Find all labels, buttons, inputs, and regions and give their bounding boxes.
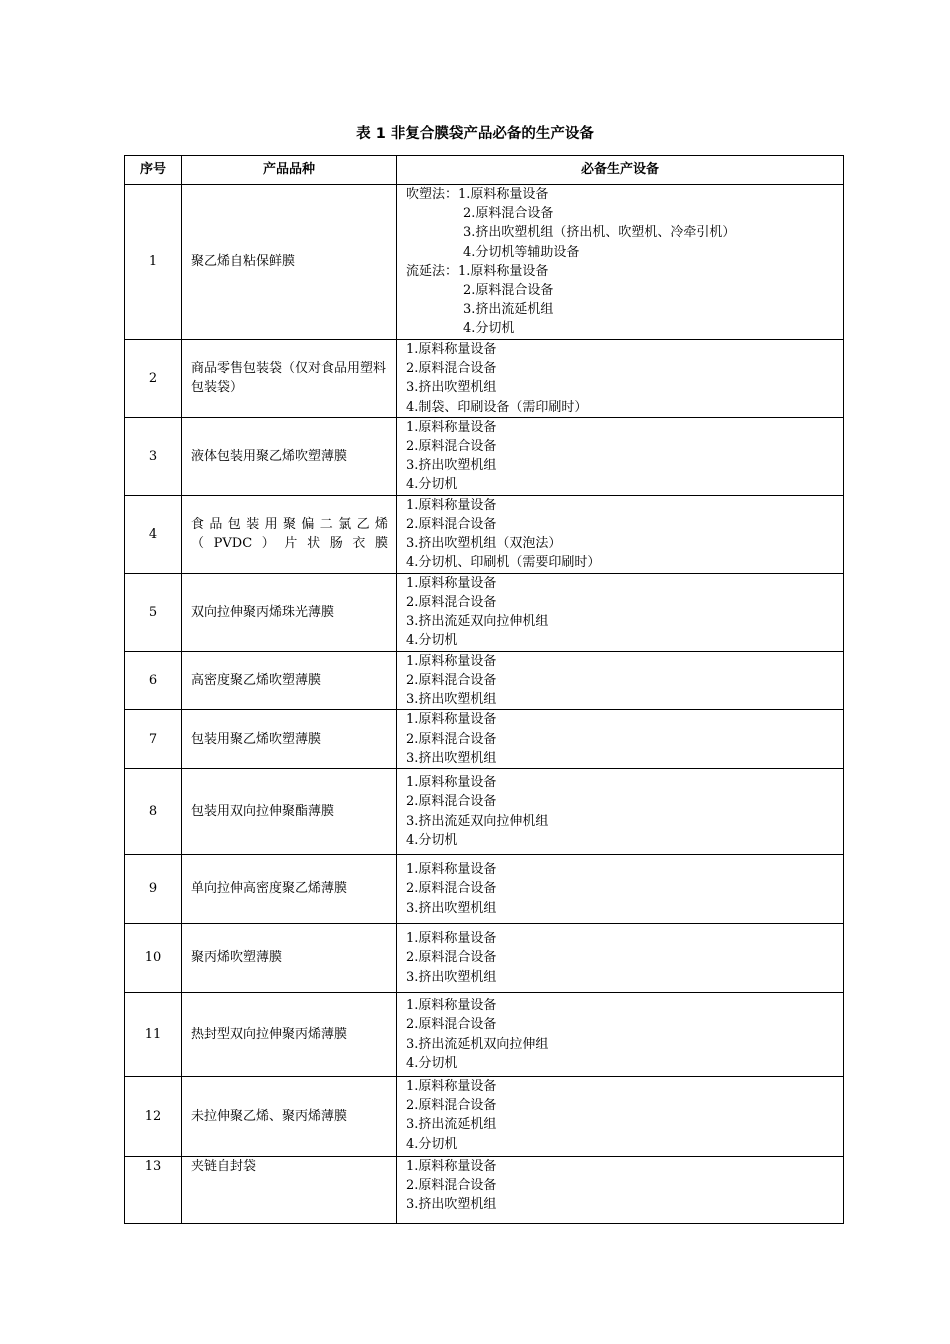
equipment-table: [124, 155, 844, 1224]
product-name: 包装用聚乙烯吹塑薄膜: [182, 710, 397, 769]
equipment-item: 1.原料称量设备: [406, 1159, 497, 1175]
row-number: 13: [125, 1157, 182, 1224]
equipment-list: [397, 710, 844, 769]
equipment-item: 3.挤出吹塑机组（挤出机、吹塑机、冷牵引机）: [463, 225, 736, 241]
equipment-item: 3.挤出吹塑机组: [406, 692, 497, 708]
row-number: 6: [125, 651, 182, 710]
product-name: 聚乙烯自粘保鲜膜: [182, 185, 397, 340]
equipment-item: 1.原料称量设备: [406, 419, 497, 435]
equipment-item: 3.挤出吹塑机组: [406, 969, 497, 985]
equipment-list: [397, 651, 844, 710]
equipment-list: [397, 1157, 844, 1224]
equipment-item: 4.分切机等辅助设备: [463, 244, 580, 260]
row-number: 7: [125, 710, 182, 769]
equipment-item: 1.原料称量设备: [406, 862, 497, 878]
equipment-list: [397, 769, 844, 855]
equipment-item: 2.原料混合设备: [406, 361, 497, 377]
table-row: [125, 573, 844, 651]
table-row: [125, 340, 844, 418]
table-title: 表 1 非复合膜袋产品必备的生产设备: [356, 126, 594, 142]
row-number: 9: [125, 855, 182, 924]
table-row: [125, 924, 844, 993]
row-number: 2: [125, 340, 182, 418]
header-equipment: 必备生产设备: [397, 156, 844, 185]
table-row: [125, 710, 844, 769]
equipment-item: 2.原料混合设备: [406, 731, 497, 747]
equipment-item: 4.分切机、印刷机（需要印刷时）: [406, 555, 601, 571]
row-number: 5: [125, 573, 182, 651]
equipment-item: 3.挤出吹塑机组: [406, 380, 497, 396]
row-number: 1: [125, 185, 182, 340]
equipment-list: [397, 417, 844, 495]
equipment-item: 3.挤出吹塑机组（双泡法）: [406, 536, 562, 552]
equipment-item: 2.原料混合设备: [406, 881, 497, 897]
product-name: 双向拉伸聚丙烯珠光薄膜: [182, 573, 397, 651]
equipment-item: 4.分切机: [406, 1136, 458, 1152]
equipment-item: 3.挤出流延机组: [463, 302, 554, 318]
equipment-item: 1.原料称量设备: [406, 497, 497, 513]
equipment-item: 4.制袋、印刷设备（需印刷时）: [406, 399, 588, 415]
table-row: [125, 769, 844, 855]
equipment-item: 2.原料混合设备: [406, 1098, 497, 1114]
equipment-list: [397, 495, 844, 573]
equipment-list: [397, 1077, 844, 1157]
equipment-item: 流延法：1.原料称量设备: [406, 263, 549, 279]
table-row: [125, 651, 844, 710]
equipment-list: [397, 993, 844, 1077]
product-name: 聚丙烯吹塑薄膜: [182, 924, 397, 993]
equipment-item: 2.原料混合设备: [406, 950, 497, 966]
equipment-item: 3.挤出流延机组: [406, 1117, 497, 1133]
equipment-item: 2.原料混合设备: [406, 595, 497, 611]
equipment-item: 2.原料混合设备: [406, 517, 497, 533]
equipment-item: 3.挤出流延双向拉伸机组: [406, 813, 549, 829]
equipment-item: 1.原料称量设备: [406, 653, 497, 669]
table-row: [125, 185, 844, 340]
row-number: 4: [125, 495, 182, 573]
product-name: 单向拉伸高密度聚乙烯薄膜: [182, 855, 397, 924]
equipment-item: 2.原料混合设备: [463, 283, 554, 299]
product-name: 夹链自封袋: [182, 1157, 397, 1224]
equipment-item: 3.挤出吹塑机组: [406, 900, 497, 916]
equipment-list: [397, 185, 844, 340]
product-name: 商品零售包装袋（仅对食品用塑料包装袋）: [182, 340, 397, 418]
equipment-item: 2.原料混合设备: [406, 794, 497, 810]
header-product: 产品品种: [182, 156, 397, 185]
equipment-item: 3.挤出吹塑机组: [406, 458, 497, 474]
product-name: 高密度聚乙烯吹塑薄膜: [182, 651, 397, 710]
equipment-item: 4.分切机: [406, 1055, 458, 1071]
equipment-item: 4.分切机: [406, 633, 458, 649]
equipment-list: [397, 924, 844, 993]
product-name: 包装用双向拉伸聚酯薄膜: [182, 769, 397, 855]
product-name: 热封型双向拉伸聚丙烯薄膜: [182, 993, 397, 1077]
table-row: [125, 1077, 844, 1157]
equipment-item: 4.分切机: [406, 832, 458, 848]
row-number: 11: [125, 993, 182, 1077]
equipment-item: 1.原料称量设备: [406, 1079, 497, 1095]
header-no: 序号: [125, 156, 182, 185]
equipment-item: 1.原料称量设备: [406, 931, 497, 947]
table-row: [125, 855, 844, 924]
equipment-item: 1.原料称量设备: [406, 342, 497, 357]
equipment-item: 吹塑法：1.原料称量设备: [406, 187, 549, 202]
row-number: 10: [125, 924, 182, 993]
equipment-item: 1.原料称量设备: [406, 775, 497, 791]
equipment-item: 2.原料混合设备: [406, 1017, 497, 1033]
equipment-item: 3.挤出流延机双向拉伸组: [406, 1036, 549, 1052]
equipment-item: 3.挤出流延双向拉伸机组: [406, 614, 549, 630]
row-number: 8: [125, 769, 182, 855]
row-number: 3: [125, 417, 182, 495]
header-row: [125, 156, 844, 185]
equipment-item: 1.原料称量设备: [406, 998, 497, 1014]
equipment-list: [397, 340, 844, 418]
equipment-item: 4.分切机: [463, 321, 515, 337]
table-row: [125, 1157, 844, 1224]
equipment-list: [397, 855, 844, 924]
equipment-item: 2.原料混合设备: [463, 206, 554, 222]
equipment-item: 3.挤出吹塑机组: [406, 1197, 497, 1213]
product-name: 液体包装用聚乙烯吹塑薄膜: [182, 417, 397, 495]
equipment-item: 1.原料称量设备: [406, 712, 497, 728]
equipment-item: 2.原料混合设备: [406, 673, 497, 689]
equipment-item: 2.原料混合设备: [406, 1178, 497, 1194]
equipment-item: 3.挤出吹塑机组: [406, 750, 497, 766]
equipment-item: 4.分切机: [406, 477, 458, 493]
table-row: [125, 417, 844, 495]
equipment-list: [397, 573, 844, 651]
table-row: [125, 993, 844, 1077]
table-row: [125, 495, 844, 573]
product-name: 食品包装用聚偏二氯乙烯（PVDC）片状肠衣膜: [182, 495, 397, 573]
equipment-item: 1.原料称量设备: [406, 575, 497, 591]
product-name: 未拉伸聚乙烯、聚丙烯薄膜: [182, 1077, 397, 1157]
row-number: 12: [125, 1077, 182, 1157]
equipment-item: 2.原料混合设备: [406, 439, 497, 455]
